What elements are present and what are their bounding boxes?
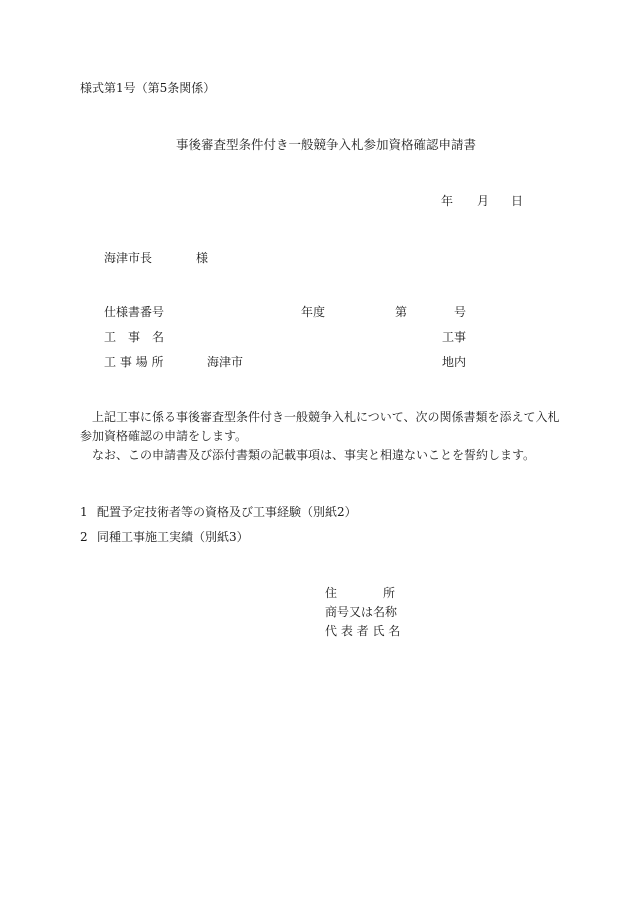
attachment-item-1: 配置予定技術者等の資格及び工事経験（別紙2）: [97, 505, 357, 519]
attachment-number-2: 2: [80, 530, 88, 544]
number-prefix: 第: [395, 305, 408, 319]
applicant-representative-label: 代 表 者 氏 名: [325, 624, 401, 638]
applicant-address-label-2: 所: [383, 586, 396, 600]
number-suffix: 号: [454, 305, 467, 319]
work-location-label: 工 事 場 所: [104, 355, 164, 369]
date-day-label: 日: [511, 194, 524, 208]
location-suffix: 地内: [442, 355, 467, 369]
work-location-value: 海津市: [207, 355, 244, 369]
applicant-address-label-1: 住: [325, 586, 338, 600]
body-paragraph-2: なお、この申請書及び添付書類の記載事項は、事実と相違ないことを誓約します。: [92, 448, 536, 462]
addressee-honorific: 様: [196, 251, 209, 265]
date-month-label: 月: [477, 194, 490, 208]
form-number: 様式第1号（第5条関係）: [80, 81, 216, 95]
body-text: [80, 408, 560, 465]
addressee-name: 海津市長: [104, 251, 153, 265]
fiscal-year-label: 年度: [301, 305, 326, 319]
body-paragraph-1: 上記工事に係る事後審査型条件付き一般競争入札について、次の関係書類を添えて入札参加資格確認の申請をします。: [80, 410, 560, 443]
attachment-item-2: 同種工事施工実績（別紙3）: [97, 530, 249, 544]
attachment-number-1: 1: [80, 505, 88, 519]
spec-number-label: 仕様書番号: [104, 305, 165, 319]
applicant-company-label: 商号又は名称: [325, 605, 398, 619]
date-year-label: 年: [441, 194, 454, 208]
work-suffix: 工事: [442, 330, 467, 344]
document-title: 事後審査型条件付き一般競争入札参加資格確認申請書: [176, 137, 477, 152]
work-name-label: 工 事 名: [104, 330, 165, 344]
